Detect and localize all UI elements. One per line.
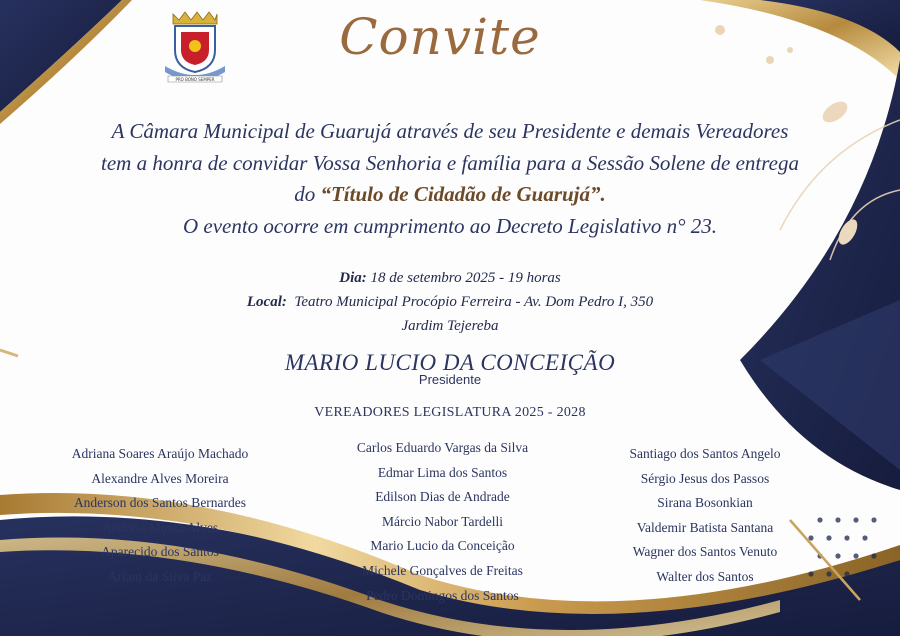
intro-line-4: O evento ocorre em cumprimento ao Decreto Legislativo n° 23. bbox=[182, 213, 718, 238]
councillor-name: Michele Gonçalves de Freitas bbox=[362, 562, 523, 578]
intro-line-3-prefix: do bbox=[294, 182, 316, 206]
councillor-name: Walter dos Santos bbox=[656, 568, 754, 584]
councillor-name: Mario Lucio da Conceição bbox=[370, 538, 515, 554]
location-label: Local: bbox=[246, 294, 287, 310]
invitation-text bbox=[60, 116, 840, 242]
councillor-name: Alexandre Alves Moreira bbox=[91, 470, 229, 486]
councillor-name: Carlos Eduardo Vargas da Silva bbox=[356, 440, 529, 455]
councillors-column-3 bbox=[590, 442, 820, 590]
councillor-name: Wagner dos Santos Venuto bbox=[632, 544, 778, 560]
intro-line-3 bbox=[60, 179, 840, 211]
councillor-name: Santiago dos Santos Angelo bbox=[629, 446, 781, 461]
councillor-name: Edilson Dias de Andrade bbox=[375, 489, 510, 505]
councillor-name: Pedro Domingos dos Santos bbox=[366, 587, 519, 603]
legislature-title: VEREADORES LEGISLATURA 2025 - 2028 bbox=[314, 405, 586, 420]
councillors-column-1 bbox=[40, 442, 280, 590]
intro-line-2: tem a honra de convidar Vossa Senhoria e família para a Sessão Solene de entrega bbox=[101, 150, 799, 175]
councillor-name: Anderson dos Santos Bernardes bbox=[73, 495, 247, 511]
councillor-name: Adriana Soares Araújo Machado bbox=[71, 446, 249, 461]
councillor-name: Aparecido dos Santos bbox=[101, 544, 219, 560]
president-role: Presidente bbox=[418, 372, 482, 387]
councillor-name: Edmar Lima dos Santos bbox=[377, 464, 508, 480]
councillor-name: Valdemir Batista Santana bbox=[636, 519, 774, 535]
honor-title: “Título de Cidadão de Guarujá”. bbox=[320, 182, 606, 206]
crest-motto: PRO BONO SEMPER bbox=[175, 77, 215, 82]
councillor-name: Ariani da Silva Paz bbox=[107, 568, 213, 584]
date-value: 18 de setembro 2025 - 19 horas bbox=[370, 270, 561, 286]
invitation-title: Convite bbox=[339, 8, 541, 66]
intro-line-1: A Câmara Municipal de Guarujá através de seu Presidente e demais Vereadores bbox=[111, 119, 789, 143]
event-location bbox=[200, 290, 700, 314]
event-details bbox=[200, 266, 700, 338]
corner-top-left bbox=[0, 0, 122, 112]
location-value: Teatro Municipal Procópio Ferreira - Av. Dom Pedro I, 350 bbox=[294, 294, 654, 310]
councillor-name: Sérgio Jesus dos Passos bbox=[640, 470, 770, 486]
councillors-column-2 bbox=[320, 436, 565, 608]
councillor-name: Márcio Nabor Tardelli bbox=[381, 513, 503, 529]
president-name: MARIO LUCIO DA CONCEIÇÃO bbox=[284, 350, 616, 375]
event-location-district: Jardim Tejereba bbox=[401, 318, 499, 334]
date-label: Dia: bbox=[339, 270, 367, 286]
councillor-name: Sirana Bosonkian bbox=[657, 495, 753, 511]
councillor-name: Andréia Muniz Alves bbox=[101, 519, 219, 535]
municipal-crest-icon bbox=[160, 10, 230, 86]
event-date bbox=[200, 266, 700, 290]
